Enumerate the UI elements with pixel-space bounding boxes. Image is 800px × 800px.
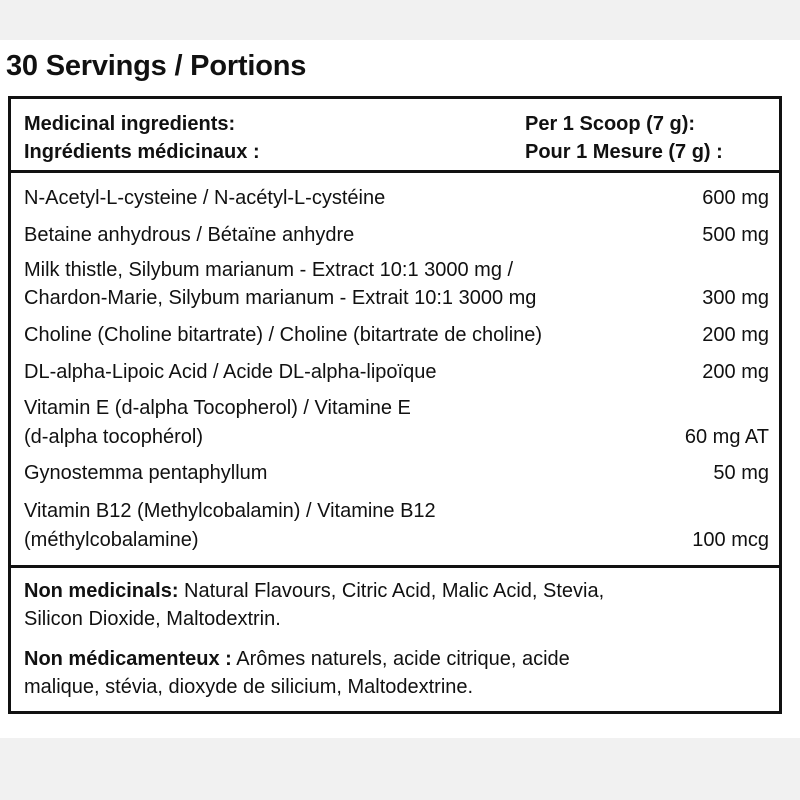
per-scoop-label-en: Per 1 Scoop (7 g): xyxy=(525,113,696,135)
servings-title: 30 Servings / Portions xyxy=(6,50,307,82)
non-medicinals-text-en-cont: Silicon Dioxide, Maltodextrin. xyxy=(24,608,281,630)
ingredient-amount: 600 mg xyxy=(702,187,769,209)
non-medicinals-fr-line xyxy=(24,645,764,673)
ingredient-name: Vitamin B12 (Methylcobalamin) / Vitamine B12 xyxy=(24,500,436,522)
section-divider xyxy=(11,565,779,568)
ingredient-name: Betaine anhydrous / Bétaïne anhydre xyxy=(24,224,355,246)
non-medicinals-text-fr: Arômes naturels, acide citrique, acide xyxy=(231,648,570,670)
non-medicinals-text-fr-cont: malique, stévia, dioxyde de silicium, Maltodextrine. xyxy=(24,676,474,698)
non-medicinals-label-fr: Non médicamenteux : xyxy=(24,648,232,670)
ingredient-amount: 100 mcg xyxy=(692,529,769,551)
ingredients-header xyxy=(11,99,779,173)
ingredient-name: Gynostemma pentaphyllum xyxy=(24,462,268,484)
ingredient-name: Chardon-Marie, Silybum marianum - Extrait 10:1 3000 mg xyxy=(24,287,537,309)
per-scoop-label-fr: Pour 1 Mesure (7 g) : xyxy=(525,141,723,163)
ingredient-amount: 200 mg xyxy=(702,361,769,383)
ingredient-name: Milk thistle, Silybum marianum - Extract 10:1 3000 mg / xyxy=(24,259,514,281)
ingredient-amount: 500 mg xyxy=(702,224,769,246)
non-medicinals-fr xyxy=(24,645,764,701)
ingredient-amount: 200 mg xyxy=(702,324,769,346)
ingredient-name: Vitamin E (d-alpha Tocopherol) / Vitamine E xyxy=(24,397,411,419)
medicinal-ingredients-label-en: Medicinal ingredients: xyxy=(24,113,236,135)
non-medicinals-en-line xyxy=(24,577,764,605)
ingredient-name: (d-alpha tocophérol) xyxy=(24,426,203,448)
medicinal-ingredients-label-fr: Ingrédients médicinaux : xyxy=(24,141,260,163)
non-medicinals-en xyxy=(24,577,764,633)
ingredient-name: DL-alpha-Lipoic Acid / Acide DL-alpha-lipoïque xyxy=(24,361,437,383)
ingredient-amount: 50 mg xyxy=(713,462,769,484)
ingredient-name: Choline (Choline bitartrate) / Choline (bitartrate de choline) xyxy=(24,324,543,346)
non-medicinals-label-en: Non medicinals: xyxy=(24,580,179,602)
ingredient-amount: 60 mg AT xyxy=(684,426,769,448)
ingredient-name: (méthylcobalamine) xyxy=(24,529,199,551)
ingredient-name: N-Acetyl-L-cysteine / N-acétyl-L-cystéine xyxy=(24,187,386,209)
ingredient-amount: 300 mg xyxy=(702,287,769,309)
ingredients-panel xyxy=(8,96,782,714)
non-medicinals-text-en: Natural Flavours, Citric Acid, Malic Acid, Stevia, xyxy=(178,580,605,602)
